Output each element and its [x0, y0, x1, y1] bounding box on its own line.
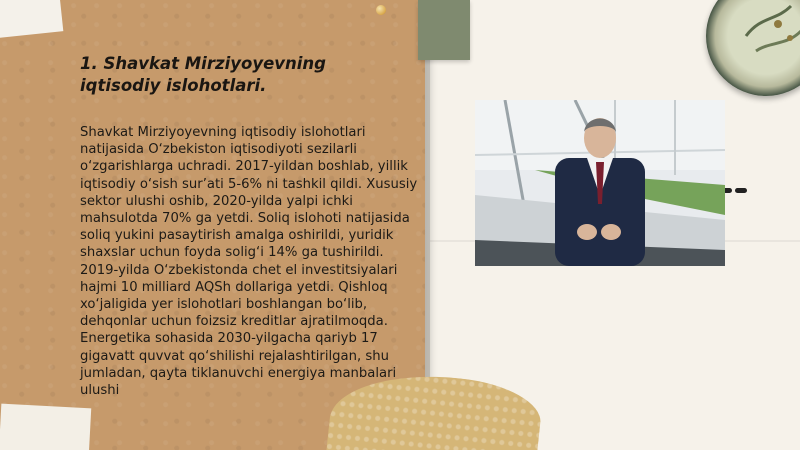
president-photo [475, 100, 725, 266]
green-tape [418, 0, 470, 60]
paper-scrap-bottom-left [0, 404, 91, 450]
slide-title: 1. Shavkat Mirziyoyevning iqtisodiy islohotlari. [80, 54, 326, 95]
pushpin-icon [376, 5, 386, 15]
pin-mark [735, 188, 747, 193]
slide-body-text: Shavkat Mirziyoyevning iqtisodiy islohotlari natijasida O‘zbekiston iqtisodiyoti sezilarli o‘zgarishlarga uchradi. 2017-yildan boshlab, yillik iqtisodiy o‘sish sur’ati 5-6% ni tashkil qildi. Xususiy sektor ulushi oshib, 2020-yilda yalpi ichki mahsulotda 70% ga yetdi. Soliq islohoti natijasida soliq yukini pasaytirish amalga oshirildi, yuridik shaxslar uchun foyda solig‘i 14% ga tushirildi. 2019-yilda O‘zbekistonda chet el investitsiyalari hajmi 10 milliard AQSh dollariga yetdi. Qishloq xo‘jaligida yer islohotlari boshlangan bo‘lib, dehqonlar uchun foizsiz kreditlar ajratilmoqda. Energetika sohasida 2030-yilgacha qariyb 17 gigavatt quvvat qo‘shilishi rejalashtirilgan, shu jumladan, qayta tiklanuvchi energiya manbalari ulushi [80, 125, 418, 399]
decorative-plate-icon [706, 0, 800, 96]
